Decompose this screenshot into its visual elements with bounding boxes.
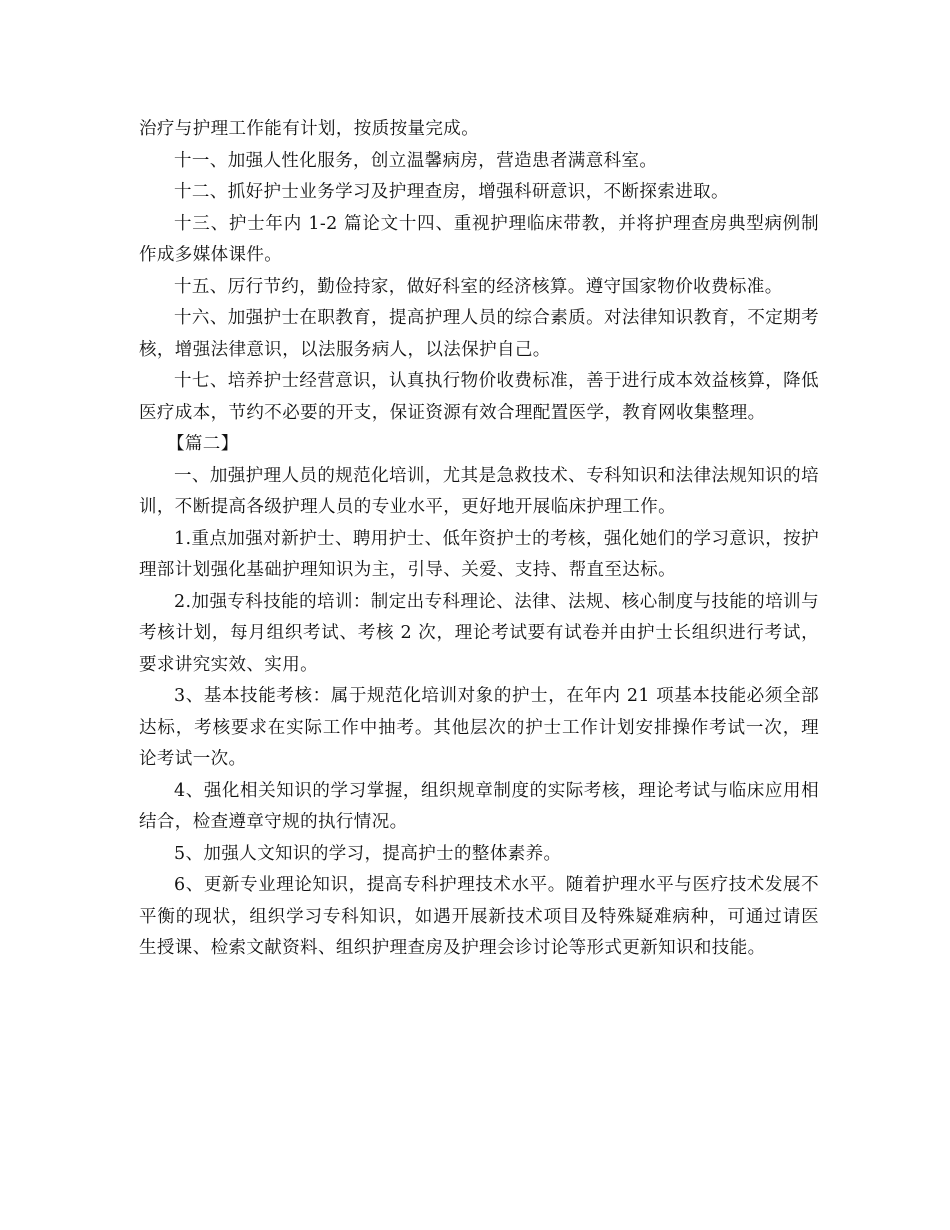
paragraph: 十二、抓好护士业务学习及护理查房，增强科研意识，不断探索进取。 [174, 182, 729, 202]
paragraph: 十五、厉行节约，勤俭持家，做好科室的经济核算。遵守国家物价收费标准。 [174, 276, 783, 297]
paragraph: 5、加强人文知识的学习，提高护士的整体素养。 [174, 843, 562, 864]
document-body [139, 114, 819, 965]
section-heading: 【篇二】 [167, 434, 239, 454]
paragraph: 4、强化相关知识的学习掌握，组织规章制度的实际考核，理论考试与临床应用相结合，检查遵章守规的执行情况。 [139, 780, 819, 832]
paragraph: 治疗与护理工作能有计划，按质按量完成。 [139, 119, 480, 139]
paragraph: 一、加强护理人员的规范化培训，尤其是急救技术、专科知识和法律法规知识的培训，不断提高各级护理人员的专业水平，更好地开展临床护理工作。 [139, 465, 819, 517]
paragraph: 2.加强专科技能的培训：制定出专科理论、法律、法规、核心制度与技能的培训与考核计划，每月组织考试、考核 2 次，理论考试要有试卷并由护士长组织进行考试，要求讲究实效、实用。 [139, 591, 819, 675]
paragraph: 1.重点加强对新护士、聘用护士、低年资护士的考核，强化她们的学习意识，按护理部计划强化基础护理知识为主，引导、关爱、支持、帮直至达标。 [139, 528, 819, 580]
paragraph: 十六、加强护士在职教育，提高护理人员的综合素质。对法律知识教育，不定期考核，增强法律意识，以法服务病人，以法保护自己。 [139, 308, 819, 360]
paragraph: 3、基本技能考核：属于规范化培训对象的护士，在年内 21 项基本技能必须全部达标，考核要求在实际工作中抽考。其他层次的护士工作计划安排操作考试一次，理论考试一次。 [139, 686, 819, 769]
paragraph: 十三、护士年内 1-2 篇论文十四、重视护理临床带教，并将护理查房典型病例制作成多媒体课件。 [139, 213, 819, 265]
paragraph: 6、更新专业理论知识，提高专科护理技术水平。随着护理水平与医疗技术发展不平衡的现状，组织学习专科知识，如遇开展新技术项目及特殊疑难病种，可通过请医生授课、检索文献资料、组织护理查房及护理会诊讨论等形式更新知识和技能。 [139, 875, 819, 958]
paragraph: 十七、培养护士经营意识，认真执行物价收费标准，善于进行成本效益核算，降低医疗成本，节约不必要的开支，保证资源有效合理配置医学，教育网收集整理。 [139, 371, 819, 423]
paragraph: 十一、加强人性化服务，创立温馨病房，营造患者满意科室。 [174, 150, 658, 171]
